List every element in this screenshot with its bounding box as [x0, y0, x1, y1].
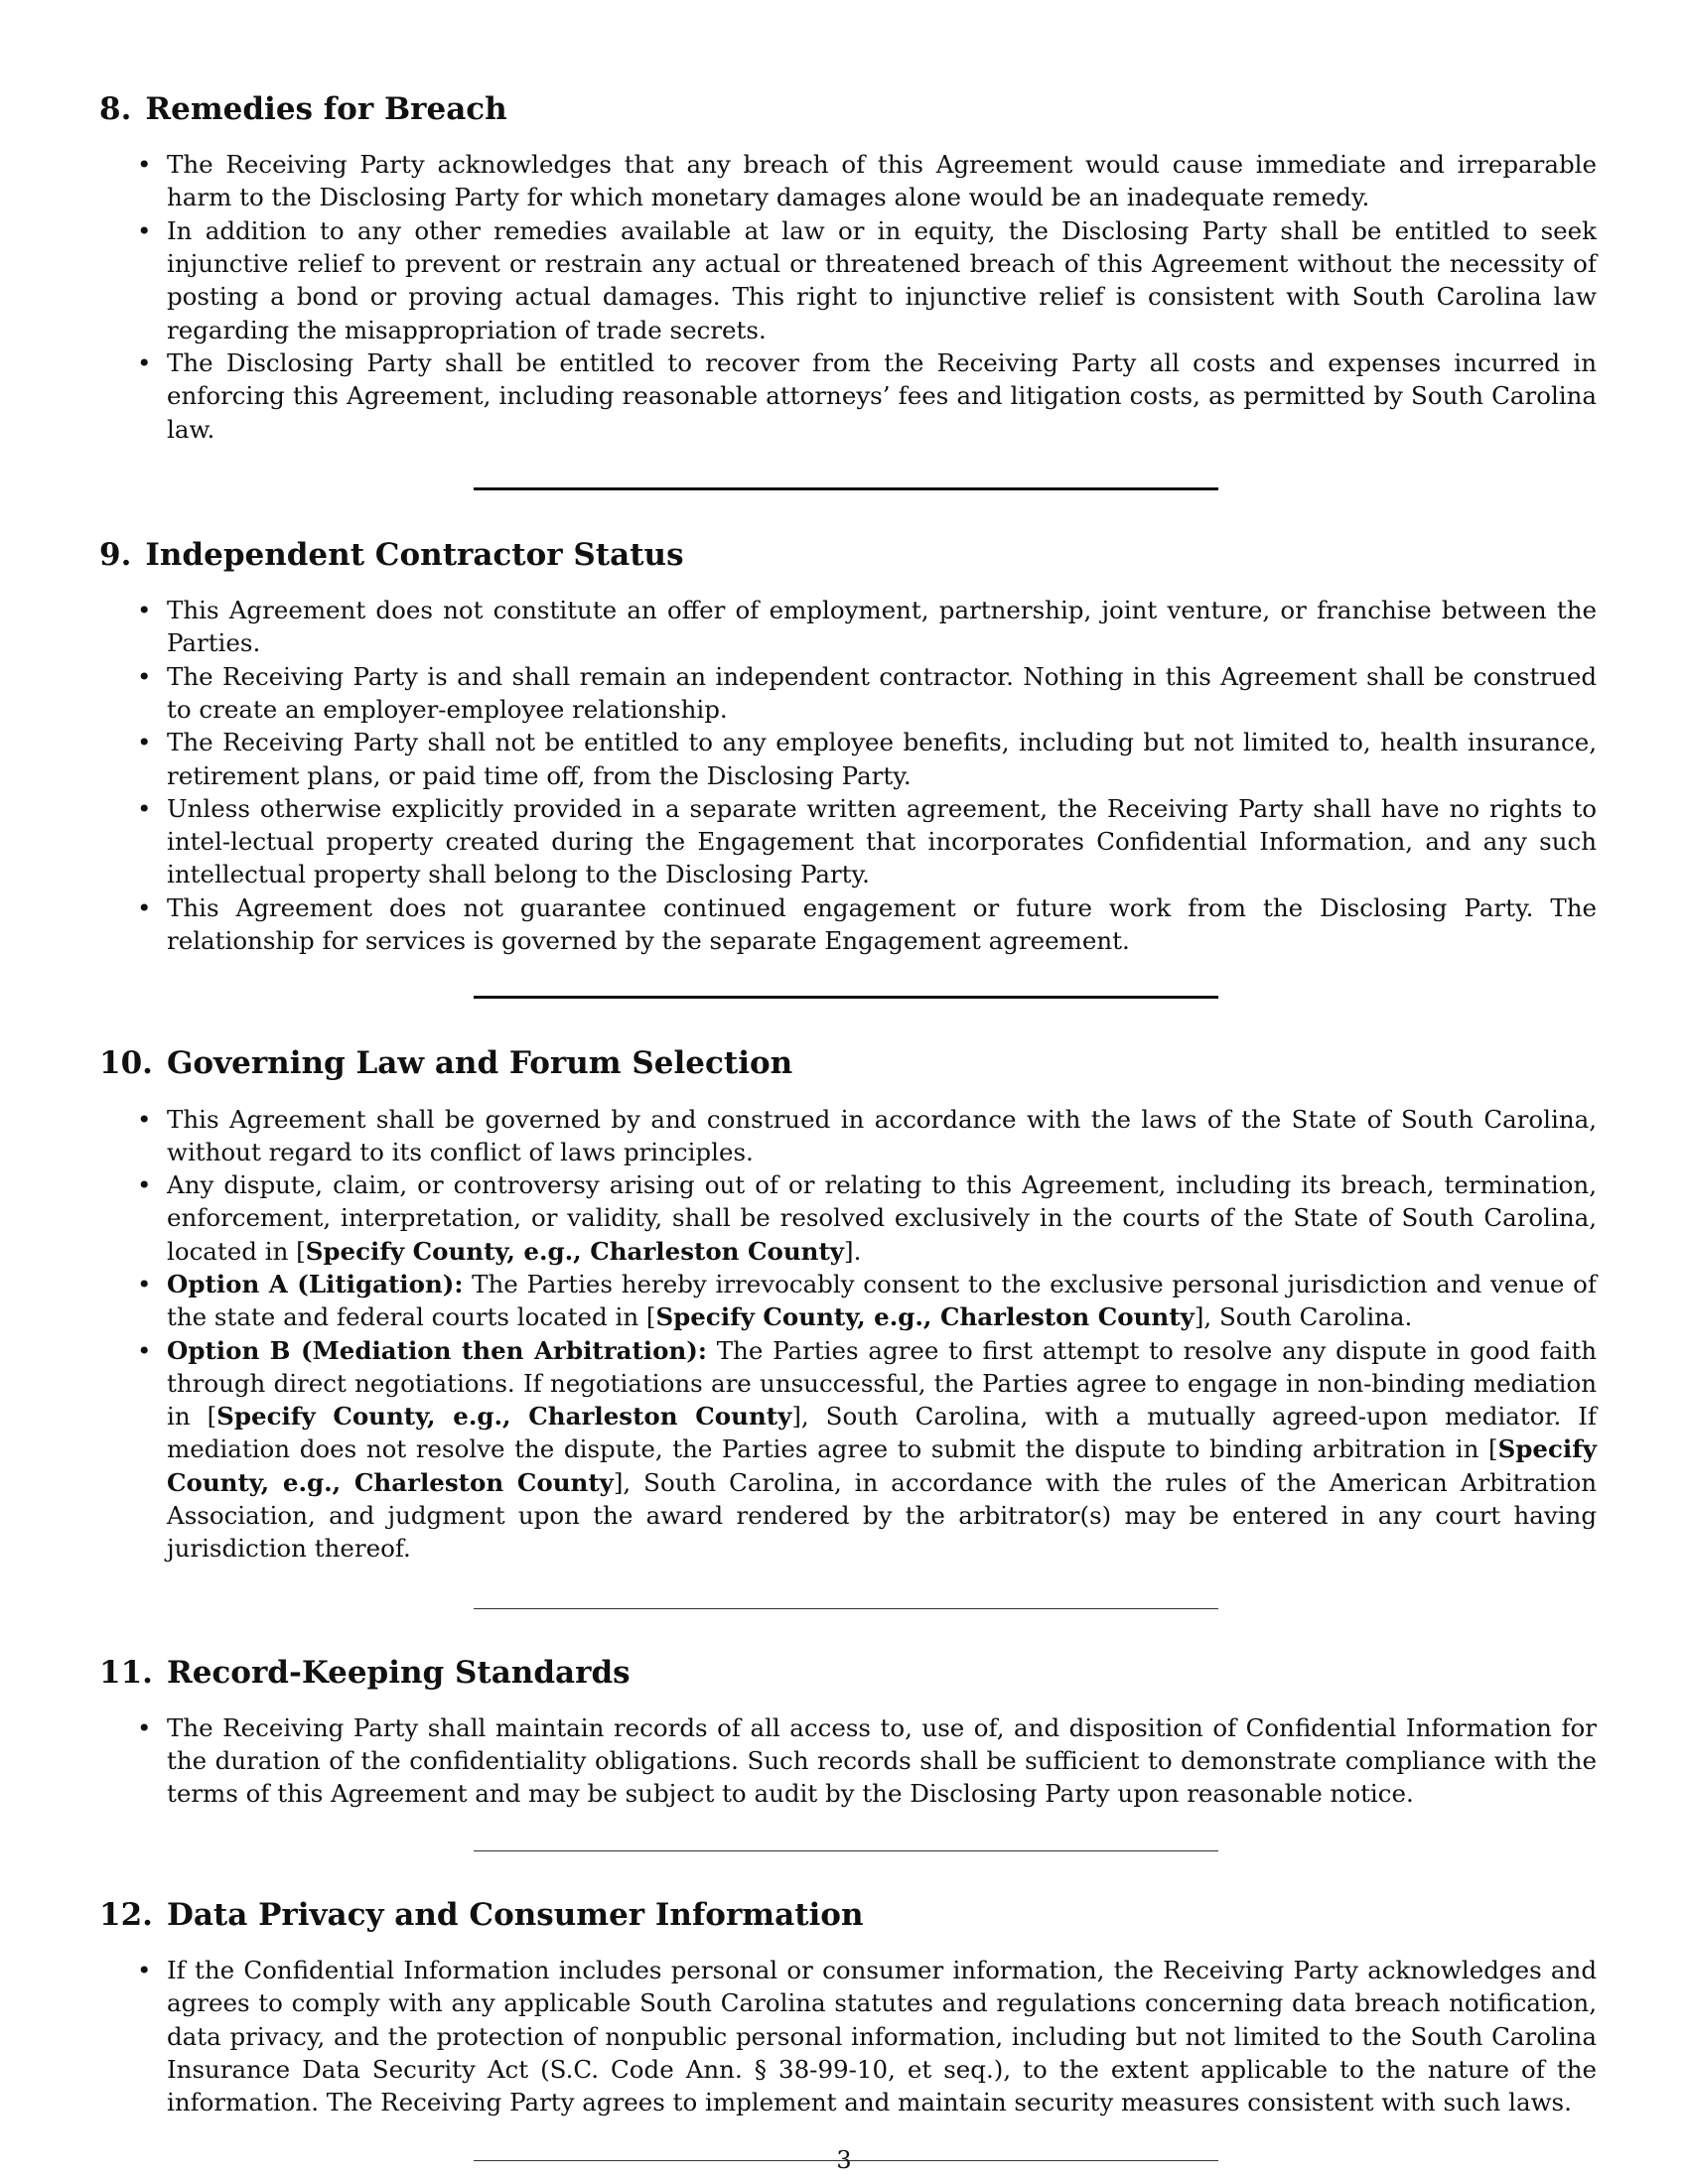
list-item: • In addition to any other remedies available at law or in equity, the Disclosing Party shall be entitled to seek injunctive relief to prevent or restrain any actual or threatened breach of this Agreement without the necessity of posting a bond or proving actual damages. This right to injunctive relief is consistent with South Carolina law regarding the misappropriation of trade secrets. [99, 214, 1597, 346]
section-8 [99, 91, 1597, 446]
section-title: Governing Law and Forum Selection [166, 1045, 793, 1082]
list-item: • The Receiving Party shall maintain records of all access to, use of, and disposition of Confidential Information for the duration of the confidentiality obligations. Such records shall be sufficient to demonstrate compliance with the terms of this Agreement and may be subject to audit by the Disclosing Party upon reasonable notice. [99, 1711, 1597, 1811]
section-number: 8. [99, 91, 132, 127]
section-10 [99, 1045, 1597, 1565]
list-item: • Unless otherwise explicitly provided in a separate written agreement, the Receiving Party shall have no rights to intel-lectual property created during the Engagement that incorporates Confidential Information, and any such intellectual property shall belong to the Disclosing Party. [99, 792, 1597, 891]
section-number: 11. [99, 1654, 153, 1691]
list-item: • Option A (Litigation): The Parties hereby irrevocably consent to the exclusive personal jurisdiction and venue of the state and federal courts located in [Specify County, e.g., Charleston County], South Carolina. [99, 1268, 1597, 1334]
list-item: • If the Confidential Information includes personal or consumer information, the Receiving Party acknowledges and agrees to comply with any applicable South Carolina statutes and regulations concerning data breach notification, data privacy, and the protection of nonpublic personal information, including but not limited to the South Carolina Insurance Data Security Act (S.C. Code Ann. § 38-99-10, et seq.), to the extent applicable to the nature of the information. The Receiving Party agrees to implement and maintain security measures consistent with such laws. [99, 1954, 1597, 2118]
section-number: 10. [99, 1045, 153, 1082]
document-page [99, 91, 1597, 2161]
section-list [99, 148, 1597, 446]
section-heading [99, 537, 1597, 574]
list-item: • This Agreement does not constitute an offer of employment, partnership, joint venture, or franchise between the Parties. [99, 594, 1597, 660]
bold-text: Specify County, e.g., Charleston County [167, 1434, 1597, 1497]
bold-text: Option A (Litigation): [167, 1269, 464, 1298]
section-number: 12. [99, 1896, 153, 1933]
section-heading [99, 1897, 1597, 1934]
page-number: 3 [836, 2146, 852, 2174]
section-12 [99, 1897, 1597, 2119]
list-item: • The Disclosing Party shall be entitled to recover from the Receiving Party all costs and expenses incurred in enforcing this Agreement, including reasonable attorneys’ fees and litigation costs, as permitted by South Carolina law. [99, 346, 1597, 446]
bold-text: Option B (Mediation then Arbitration): [167, 1335, 707, 1365]
section-heading [99, 1045, 1597, 1082]
section-list [99, 1711, 1597, 1811]
list-item: • The Receiving Party shall not be entitled to any employee benefits, including but not limited to, health insurance, retirement plans, or paid time off, from the Disclosing Party. [99, 726, 1597, 792]
list-item: • This Agreement shall be governed by and construed in accordance with the laws of the State of South Carolina, without regard to its conflict of laws principles. [99, 1103, 1597, 1169]
section-11 [99, 1655, 1597, 1811]
bold-text: Specify County, e.g., Charleston County [655, 1302, 1195, 1332]
section-title: Record-Keeping Standards [166, 1654, 631, 1691]
list-item: • Any dispute, claim, or controversy arising out of or relating to this Agreement, including its breach, termination, enforcement, interpretation, or validity, shall be resolved exclusively in the courts of the State of South Carolina, located in [Specify County, e.g., Charleston County]. [99, 1168, 1597, 1268]
section-heading [99, 91, 1597, 128]
bold-text: Specify County, e.g., Charleston County [305, 1236, 845, 1266]
section-title: Remedies for Breach [145, 91, 507, 127]
section-list [99, 1954, 1597, 2118]
section-heading [99, 1655, 1597, 1692]
section-divider [474, 1608, 1218, 1609]
section-number: 9. [99, 536, 132, 573]
section-title: Independent Contractor Status [145, 536, 684, 573]
section-list [99, 594, 1597, 957]
list-item: • Option B (Mediation then Arbitration): The Parties agree to first attempt to resolve any dispute in good faith through direct negotiations. If negotiations are unsuccessful, the Parties agree to engage in non-binding mediation in [Specify County, e.g., Charleston County], South Carolina, with a mutually agreed-upon mediator. If mediation does not resolve the dispute, the Parties agree to submit the dispute to binding arbitration in [Specify County, e.g., Charleston County], South Carolina, in accordance with the rules of the American Arbitration Association, and judgment upon the award rendered by the arbitrator(s) may be entered in any court having jurisdiction thereof. [99, 1334, 1597, 1566]
section-divider [474, 487, 1218, 490]
section-9 [99, 537, 1597, 957]
list-item: • The Receiving Party is and shall remain an independent contractor. Nothing in this Agreement shall be construed to create an employer-employee relationship. [99, 660, 1597, 727]
bold-text: Specify County, e.g., Charleston County [216, 1402, 792, 1432]
list-item: • The Receiving Party acknowledges that any breach of this Agreement would cause immediate and irreparable harm to the Disclosing Party for which monetary damages alone would be an inadequate remedy. [99, 148, 1597, 214]
list-item: • This Agreement does not guarantee continued engagement or future work from the Disclosing Party. The relationship for services is governed by the separate Engagement agreement. [99, 891, 1597, 958]
section-divider [474, 1850, 1218, 1851]
section-list [99, 1103, 1597, 1566]
section-divider [474, 996, 1218, 999]
section-title: Data Privacy and Consumer Information [166, 1896, 864, 1933]
